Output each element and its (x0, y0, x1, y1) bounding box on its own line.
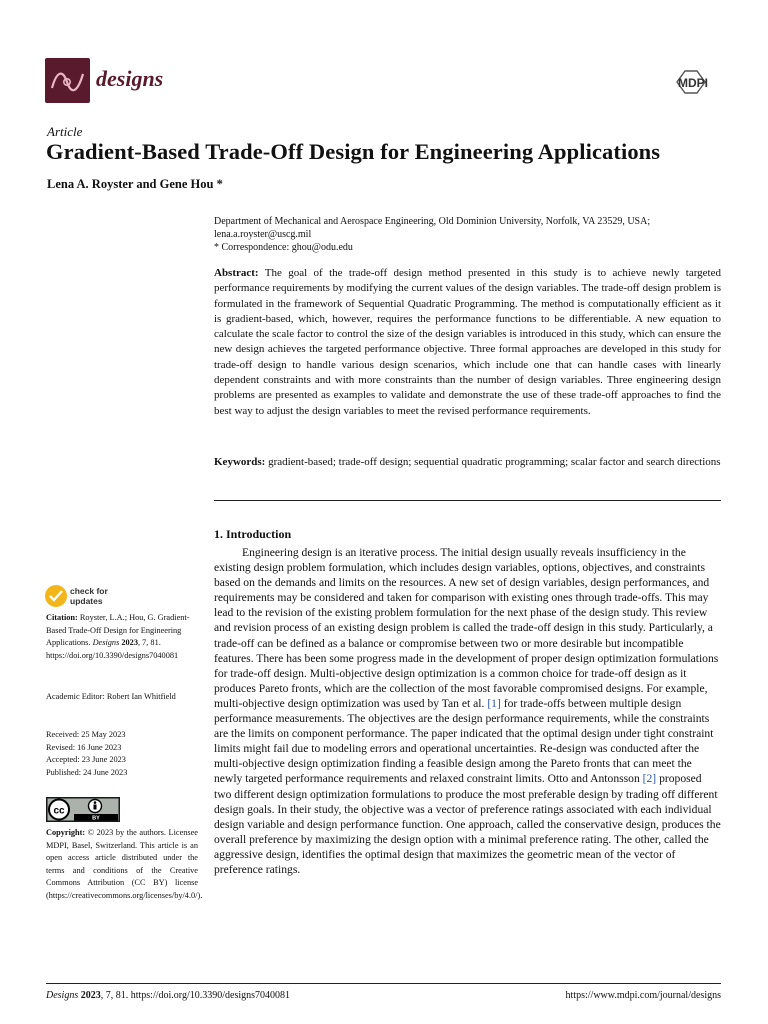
mdpi-logo-text: MDPI (678, 76, 708, 90)
footer-journal: Designs (46, 990, 79, 1001)
section-divider (214, 500, 721, 501)
academic-editor: Academic Editor: Robert Ian Whitfield (46, 692, 176, 701)
citation-block (46, 612, 198, 662)
section-heading: 1. Introduction (214, 527, 292, 541)
svg-text:cc: cc (53, 805, 65, 817)
reference-link[interactable]: [1] (487, 696, 501, 710)
journal-logo-mark (45, 58, 90, 103)
affiliation-email[interactable]: lena.a.royster@uscg.mil (214, 229, 312, 240)
page-title: Gradient-Based Trade-Off Design for Engineering Applications (46, 139, 661, 164)
date-revised: Revised: 16 June 2023 (46, 742, 122, 752)
footer-year: 2023 (78, 990, 101, 1001)
abstract-text: The goal of the trade-off design method presented in this study is to achieve newly targeted performance requirements by modifying the current values of the design variables. The trade-off design problem is formulated in the framework of Sequential Quadratic Programming. The method is computationally efficient as it is gradient-based, which, however, requires the performance functions to be differentiable. A new equation to calculate the scale factor to control the size of the design variables is introduced in this study, which can ensure the new design achieves the targeted performance objective. Three formal approaches are developed in this study for trade-off design to handle various design scenarios, which include one that can handle cases with linearly dependent constraints and with more constraints than the number of design variables. Three engineering design problems are presented as examples to validate and demonstrate the use of these trade-off approaches to find the best way to adjust the design variables to meet the revised performance requirements. (214, 267, 721, 417)
check-for-updates-button[interactable] (45, 585, 145, 611)
check-updates-label (70, 586, 108, 606)
cc-by-label: BY (92, 815, 100, 822)
date-received: Received: 25 May 2023 (46, 730, 126, 739)
correspondence: * Correspondence: ghou@odu.edu (214, 242, 353, 253)
footer-journal-url[interactable]: https://www.mdpi.com/journal/designs (565, 990, 721, 1001)
cc-by-license-icon[interactable] (46, 797, 120, 822)
date-accepted: Accepted: 23 June 2023 (46, 755, 126, 765)
keywords-label: Keywords: (214, 456, 266, 468)
copyright-text: © 2023 by the authors. Licensee MDPI, Basel, Switzerland. This article is an open access article distributed under the terms and conditions of the Creative Commons Attribution (CC BY) license (https://creativecommons.org/licenses/by/4.0/). (46, 828, 203, 900)
footer-doi[interactable]: , 7, 81. https://doi.org/10.3390/designs7040081 (100, 990, 291, 1001)
citation-doi[interactable]: , 7, 81. https://doi.org/10.3390/designs7040081 (46, 638, 179, 660)
copyright-label: Copyright: (46, 828, 86, 837)
footer-divider (46, 983, 721, 984)
check-updates-icon (45, 585, 67, 607)
affiliation-line: Department of Mechanical and Aerospace Engineering, Old Dominion University, Norfolk, VA 23529, USA; (214, 216, 651, 227)
reference-link[interactable]: [2] (642, 772, 657, 786)
footer-citation (46, 990, 290, 1001)
intro-text: Engineering design is an iterative process. The initial design usually reveals insufficiency in the existing design problem formulation, which includes design variables, options, objectives, and constraints based on the demands and limits on the resources. A new set of design variables, design performances, and requirements may be considered and taken for comparison with existing ones through trade-offs. This may lead to the revision of the existing problem formulation for the next phase of the design study. This review and revision process of an existing design problem is called the trade-off design in this study. Particularly, a trade-off can be defined as a balance or compromise between two or more desirable but incompatible features. There has been some progress made in the development of proper design optimization formulations for trade-off design. Multi-objective design optimization is a common choice for trade-off design as it produces Pareto fronts, which are the collection of the most favorable compromised designs. For example, multi-objective design optimization was used by Tan et al. (214, 546, 719, 710)
author-list: Lena A. Royster and Gene Hou * (47, 177, 223, 191)
intro-text: proposed two different design optimization formulations to produce the most preferable design by trading off different design goals. In their study, the objective was a vector of preference ratings associated with each individual design variable and design performance function. One approach, called the conservative design, produces the overall preference by maximizing the design option with a minimal preference rating. The other, called the aggressive design, identifies the optimal design that maximizes the geometric mean of the vector of preference ratings. (214, 772, 721, 876)
journal-logo-icon (45, 58, 90, 103)
keywords (214, 455, 721, 470)
citation-label: Citation: (46, 613, 78, 622)
date-published: Published: 24 June 2023 (46, 767, 128, 777)
abstract-label: Abstract: (214, 267, 259, 279)
citation-journal: Designs (92, 638, 120, 648)
check-updates-line: updates (70, 596, 103, 606)
article-type: Article (47, 124, 83, 139)
mdpi-logo (667, 70, 719, 94)
keywords-text: gradient-based; trade-off design; sequential quadratic programming; scalar factor and search directions (268, 456, 721, 468)
introduction-paragraph (214, 545, 721, 877)
check-updates-line: check for (70, 586, 108, 596)
journal-name: designs (96, 66, 164, 91)
copyright-notice (46, 827, 203, 903)
affiliation (214, 215, 734, 254)
citation-year: 2023 (119, 638, 138, 648)
intro-text: for trade-offs between multiple design performance measurements. The objectives are the design performance requirements, while the constraints are the limits on component performance. The paper indicated that the optimal design under tight constraint limits might fail due to modeling errors and operational uncertainties. Re-design was conducted after the multi-objective design optimization finding a feasible design among the Pareto fronts that can meet the newly targeted performance requirements and relaxed constraint limits. Otto and Antonsson (214, 696, 714, 786)
citation-text: Royster, L.A.; Hou, G. Gradient-Based Trade-Off Design for Engineering Applications. (46, 613, 190, 648)
publication-dates (46, 729, 198, 779)
abstract (214, 266, 721, 419)
